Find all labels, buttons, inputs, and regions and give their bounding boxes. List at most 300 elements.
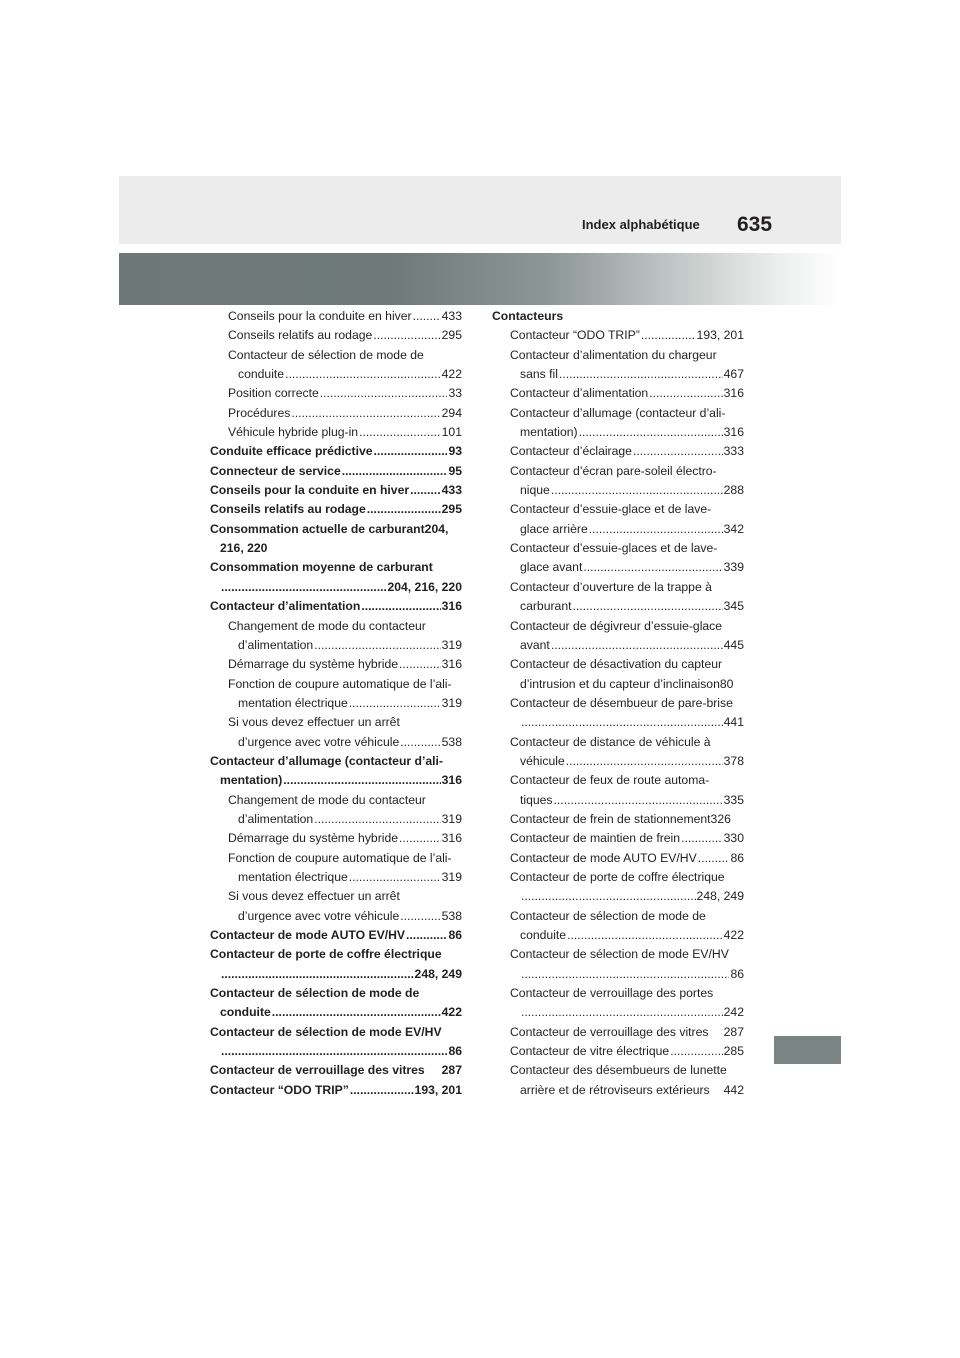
page-reference[interactable]: 287 (441, 1063, 462, 1078)
dot-leader (367, 500, 441, 519)
index-term: Contacteur de frein de stationnement326 (510, 811, 731, 826)
dot-leader (521, 1003, 723, 1022)
index-term: Contacteur d’ouverture de la trappe à (510, 579, 712, 594)
index-entry (492, 462, 744, 501)
dot-leader (399, 829, 441, 848)
page-reference[interactable]: 242 (723, 1005, 744, 1020)
index-entry (210, 462, 462, 481)
dot-leader (283, 771, 440, 790)
index-term: Contacteur de maintien de frein (510, 831, 681, 846)
page-reference[interactable]: 86 (730, 850, 744, 865)
page-reference[interactable]: 538 (441, 908, 462, 923)
page-reference[interactable]: 335 (723, 792, 744, 807)
page-reference[interactable]: 248, 249 (414, 966, 462, 981)
index-entry (492, 907, 744, 946)
index-entry (210, 713, 462, 752)
page-reference[interactable]: 445 (723, 637, 744, 652)
index-entry-continuation (492, 1003, 744, 1022)
dot-leader (350, 1081, 414, 1100)
index-entry (210, 597, 462, 616)
index-entry (210, 926, 462, 945)
index-column-right (492, 307, 744, 1100)
index-entry-line (492, 404, 744, 423)
index-term: Procédures (228, 405, 291, 420)
index-term: glace avant (520, 560, 583, 575)
index-term: Contacteur de mode AUTO EV/HV (510, 850, 697, 865)
index-entry-continuation (492, 926, 744, 945)
page-reference[interactable]: 86 (448, 928, 462, 942)
index-term: conduite (220, 1005, 271, 1020)
index-term: Contacteur de sélection de mode de (510, 908, 706, 923)
page-reference[interactable]: 287 (723, 1024, 744, 1039)
index-entry-line (210, 945, 462, 964)
index-entry-line (492, 655, 744, 674)
index-entry-continuation (210, 771, 462, 790)
index-entry (210, 849, 462, 888)
index-entry-continuation (492, 636, 744, 655)
dot-leader (410, 481, 441, 500)
index-entry-line (210, 442, 462, 461)
index-entry (210, 520, 462, 559)
index-term: Contacteur d’essuie-glaces et de lave- (510, 541, 718, 556)
page-reference[interactable]: 193, 201 (414, 1082, 462, 1097)
index-column-left (210, 307, 462, 1100)
page-reference[interactable]: 319 (441, 869, 462, 884)
page-reference[interactable]: 538 (441, 734, 462, 749)
page-reference[interactable]: 345 (723, 599, 744, 614)
index-term: Contacteur de sélection de mode de (210, 986, 420, 1001)
dot-leader (579, 423, 723, 442)
index-term: Contacteur de porte de coffre électrique (210, 947, 442, 962)
page-reference[interactable]: 330 (723, 831, 744, 846)
page-reference[interactable]: 433 (441, 483, 462, 498)
index-entry (210, 384, 462, 403)
index-entry-line (492, 462, 744, 481)
index-entry-line (492, 1042, 744, 1061)
index-entry-line (210, 617, 462, 636)
index-entry-line (492, 1023, 744, 1042)
index-entry (210, 984, 462, 1023)
index-entry-continuation (492, 965, 744, 984)
index-term: avant (520, 637, 550, 652)
index-term: sans fil (520, 367, 558, 382)
page-reference[interactable]: 422 (723, 928, 744, 942)
page-reference[interactable]: 319 (441, 811, 462, 826)
index-entry-continuation (492, 791, 744, 810)
dot-leader (285, 365, 441, 384)
page-reference[interactable]: 193, 201 (696, 328, 744, 343)
index-term: Conduite efficace prédictive (210, 444, 373, 459)
index-entry-line (492, 868, 744, 887)
index-term: Position correcte (228, 386, 319, 401)
index-entry (492, 984, 744, 1023)
index-entry-continuation (210, 636, 462, 655)
index-entry (492, 694, 744, 733)
index-entry-continuation (492, 597, 744, 616)
index-entry-line (492, 578, 744, 597)
index-entry (210, 326, 462, 345)
index-entry-continuation (492, 887, 744, 906)
dot-leader (374, 442, 448, 461)
index-entry (492, 733, 744, 772)
page-number: 635 (737, 213, 773, 236)
dot-leader (399, 655, 441, 674)
index-entry (492, 655, 744, 694)
dot-leader (342, 462, 448, 481)
index-entry (210, 752, 462, 791)
index-term: Contacteur “ODO TRIP” (210, 1082, 349, 1097)
dot-leader (349, 694, 441, 713)
index-entry (492, 617, 744, 656)
page-reference[interactable]: 339 (723, 560, 744, 575)
index-entry-line (492, 326, 744, 345)
index-entry-line (210, 984, 462, 1003)
index-entry-line (210, 675, 462, 694)
index-term: Contacteur des désembueurs de lunette (510, 1063, 727, 1078)
index-entry-line (210, 926, 462, 945)
dot-leader (373, 326, 440, 345)
index-term: Contacteur d’alimentation du chargeur (510, 347, 717, 362)
dot-leader (361, 597, 440, 616)
index-entry-continuation (210, 868, 462, 887)
index-term: carburant (520, 599, 572, 614)
index-entry-line (210, 752, 462, 771)
page-reference[interactable]: 316 (441, 773, 462, 788)
dot-leader (221, 578, 386, 597)
dot-leader (583, 558, 722, 577)
dot-leader (221, 1042, 447, 1061)
index-entry-line (210, 384, 462, 403)
index-entry (210, 791, 462, 830)
dot-leader (589, 520, 723, 539)
index-entry (492, 326, 744, 345)
dot-leader (573, 597, 723, 616)
index-term: Contacteur d’allumage (contacteur d’ali- (210, 753, 443, 768)
index-term: Contacteur de désactivation du capteur (510, 657, 723, 672)
index-term: Si vous devez effectuer un arrêt (228, 715, 400, 730)
index-entry-line (210, 1023, 462, 1042)
page-reference[interactable]: 295 (441, 328, 462, 343)
index-entry (492, 849, 744, 868)
dot-leader (649, 384, 722, 403)
dot-leader (559, 365, 723, 384)
index-entry (210, 500, 462, 519)
index-term: d’urgence avec votre véhicule (238, 734, 400, 749)
section-title: Index alphabétique (582, 217, 700, 232)
index-term: Contacteur de verrouillage des portes (510, 986, 714, 1001)
dot-leader (406, 926, 447, 945)
index-term: mentation) (220, 773, 283, 788)
index-term: Contacteur de désembueur de pare-brise (510, 695, 733, 710)
page-reference[interactable]: 316 (441, 831, 462, 846)
index-term: d’alimentation (238, 811, 314, 826)
index-term: Contacteur d’éclairage (510, 444, 632, 459)
index-entry (210, 945, 462, 984)
index-term: Contacteur de sélection de mode EV/HV (210, 1024, 442, 1039)
index-entry (210, 655, 462, 674)
page-reference[interactable]: 33 (448, 386, 462, 401)
index-entry-continuation (492, 558, 744, 577)
index-entry-line (492, 907, 744, 926)
index-entry-continuation (492, 675, 744, 694)
index-term: Fonction de coupure automatique de l’ali- (228, 676, 452, 691)
index-entry (210, 1023, 462, 1062)
index-term: Contacteur de vitre électrique (510, 1044, 670, 1059)
index-term: Contacteur “ODO TRIP” (510, 328, 640, 343)
index-entry-line (210, 713, 462, 732)
index-term: Changement de mode du contacteur (228, 618, 426, 633)
section-tab-marker (774, 1036, 841, 1064)
page-reference[interactable]: 285 (723, 1044, 744, 1059)
index-entry-line (492, 945, 744, 964)
index-entry (492, 771, 744, 810)
index-term: tiques (520, 792, 553, 807)
index-entry-line (210, 326, 462, 345)
index-entry-line (210, 307, 462, 326)
index-entry-line (492, 307, 744, 326)
index-entry (492, 810, 744, 829)
page-reference[interactable]: 316 (441, 599, 462, 614)
page-reference[interactable]: 342 (723, 521, 744, 536)
index-term: Conseils relatifs au rodage (210, 502, 366, 517)
index-entry (492, 307, 744, 326)
index-term: Connecteur de service (210, 463, 341, 478)
index-entry-line (210, 520, 462, 539)
index-term: d’urgence avec votre véhicule (238, 908, 400, 923)
index-term: glace arrière (520, 521, 588, 536)
index-term: Contacteur de porte de coffre électrique (510, 869, 725, 884)
index-entry-continuation (492, 365, 744, 384)
page-reference[interactable]: 204, 216, 220 (387, 579, 462, 594)
index-entry-continuation (210, 365, 462, 384)
index-entry (210, 675, 462, 714)
index-entry (492, 1023, 744, 1042)
index-entry (210, 558, 462, 597)
page-reference[interactable]: 316 (723, 386, 744, 401)
index-entry-line (210, 462, 462, 481)
index-entry-continuation (492, 520, 744, 539)
index-entry (492, 1061, 744, 1100)
index-term: Véhicule hybride plug-in (228, 425, 359, 440)
index-entry-line (210, 423, 462, 442)
index-entry-line (210, 887, 462, 906)
index-term: Conseils pour la conduite en hiver (210, 483, 410, 498)
index-entry-continuation (210, 1003, 462, 1022)
index-term: Conseils pour la conduite en hiver (228, 309, 412, 323)
index-entry-line (492, 984, 744, 1003)
index-term: Contacteur de sélection de mode EV/HV (510, 947, 729, 962)
page-reference[interactable]: 316 (723, 425, 744, 440)
page-reference[interactable]: 319 (441, 695, 462, 710)
page-reference[interactable]: 422 (441, 1005, 462, 1020)
page-reference[interactable]: 101 (441, 425, 462, 440)
page-reference[interactable]: 288 (723, 483, 744, 498)
index-entry (210, 481, 462, 500)
index-entry (210, 346, 462, 385)
page-reference[interactable]: 316 (441, 657, 462, 672)
index-entry (492, 500, 744, 539)
dot-leader (291, 404, 440, 423)
dot-leader (272, 1003, 441, 1022)
dot-leader (521, 887, 696, 906)
index-term: d’intrusion et du capteur d’inclinaison80 (520, 676, 734, 691)
page-reference[interactable]: 319 (441, 637, 462, 652)
dot-leader (349, 868, 441, 887)
index-entry-line (210, 655, 462, 674)
dot-leader (567, 926, 723, 945)
page-reference[interactable]: 95 (448, 463, 462, 478)
index-term: Si vous devez effectuer un arrêt (228, 889, 400, 904)
index-entry-continuation (210, 733, 462, 752)
index-term: Contacteur de verrouillage des vitres (510, 1024, 709, 1039)
index-entry-line (210, 849, 462, 868)
dot-leader (400, 733, 440, 752)
index-entry-continuation (210, 694, 462, 713)
dot-leader (314, 810, 440, 829)
index-entry-line (210, 829, 462, 848)
dot-leader (641, 326, 696, 345)
index-term: Contacteur de mode AUTO EV/HV (210, 928, 406, 942)
dot-leader (551, 481, 723, 500)
index-term: arrière et de rétroviseurs extérieurs (520, 1082, 710, 1097)
index-entry-line (492, 1061, 744, 1080)
index-term: conduite (238, 367, 285, 382)
dot-leader (633, 442, 723, 461)
index-entry (492, 384, 744, 403)
index-entry (210, 617, 462, 656)
dot-leader (521, 965, 729, 984)
index-entry-continuation (210, 810, 462, 829)
index-term: Contacteur de verrouillage des vitres (210, 1063, 425, 1078)
dot-leader (359, 423, 441, 442)
index-entry-line (210, 558, 462, 577)
index-entry-continuation (210, 1042, 462, 1061)
index-entry-line (210, 1081, 462, 1100)
index-entry-line (492, 442, 744, 461)
dot-leader (670, 1042, 722, 1061)
index-term: nique (520, 483, 550, 498)
index-entry (210, 1061, 462, 1080)
index-entry (492, 578, 744, 617)
dot-leader (400, 907, 440, 926)
index-term: Démarrage du système hybride (228, 657, 399, 672)
index-entry-line (210, 481, 462, 500)
index-entry-line (210, 404, 462, 423)
index-entry-continuation (492, 481, 744, 500)
index-term: Contacteur d’alimentation (210, 599, 361, 614)
index-entry (492, 1042, 744, 1061)
page-reference[interactable]: 378 (723, 753, 744, 768)
index-entry-line (492, 694, 744, 713)
index-entry-line (492, 810, 744, 829)
index-term: mentation) (520, 425, 578, 440)
index-entry-line (492, 849, 744, 868)
index-entry-continuation (492, 752, 744, 771)
index-entry (210, 829, 462, 848)
index-term: Contacteur d’écran pare-soleil électro- (510, 463, 717, 478)
index-entry-line (210, 791, 462, 810)
dot-leader (221, 965, 414, 984)
dot-leader (320, 384, 448, 403)
dot-leader (554, 791, 723, 810)
index-term: Consommation moyenne de carburant (210, 560, 433, 575)
page-reference[interactable]: 333 (723, 444, 744, 459)
index-entry-line (492, 500, 744, 519)
index-term: d’alimentation (238, 637, 314, 652)
index-entry-continuation (210, 965, 462, 984)
decorative-gradient-bar (119, 253, 841, 305)
dot-leader (698, 849, 730, 868)
index-term: Contacteur d’allumage (contacteur d’ali- (510, 405, 726, 420)
index-entry-line (210, 500, 462, 519)
index-term: mentation électrique (238, 695, 348, 710)
index-entry (492, 442, 744, 461)
page-reference[interactable]: 86 (730, 966, 744, 981)
index-entry-line (492, 346, 744, 365)
index-term: Contacteur de feux de route automa- (510, 773, 710, 788)
index-entry-continuation (492, 1081, 744, 1100)
index-term: Contacteur de sélection de mode de (228, 347, 424, 362)
page-reference[interactable]: 441 (723, 715, 744, 730)
page-reference[interactable]: 248, 249 (696, 889, 744, 904)
page-reference[interactable]: 86 (448, 1044, 462, 1059)
index-entry-line (492, 384, 744, 403)
index-entry (210, 404, 462, 423)
index-term: Contacteur d’alimentation (510, 386, 649, 401)
index-entry-line (492, 829, 744, 848)
page-reference[interactable]: 467 (723, 367, 744, 382)
index-entry (492, 539, 744, 578)
index-entry-line (210, 597, 462, 616)
index-term: véhicule (520, 753, 565, 768)
index-term: Contacteurs (492, 309, 564, 323)
index-term: Consommation actuelle de carburant204, (210, 521, 449, 536)
index-entry-continuation (492, 713, 744, 732)
index-entry (210, 307, 462, 326)
index-entry (492, 868, 744, 907)
page-reference[interactable]: 295 (441, 502, 462, 517)
page-reference[interactable]: 433 (441, 309, 462, 323)
dot-leader (566, 752, 723, 771)
header-band (119, 176, 841, 244)
dot-leader (551, 636, 723, 655)
index-entry (492, 945, 744, 984)
index-entry (210, 442, 462, 461)
index-entry-continuation (210, 539, 462, 558)
index-entry-line (210, 346, 462, 365)
index-entry (210, 423, 462, 442)
index-entry (492, 829, 744, 848)
index-term: Contacteur de distance de véhicule à (510, 734, 711, 749)
page-reference[interactable]: 294 (441, 405, 462, 420)
index-entry-continuation (210, 578, 462, 597)
page-reference[interactable]: 442 (723, 1082, 744, 1097)
index-term: Contacteur d’essuie-glace et de lave- (510, 502, 712, 517)
index-entry-line (210, 1061, 462, 1080)
dot-leader (413, 307, 441, 326)
dot-leader (681, 829, 723, 848)
index-entry-line (492, 539, 744, 558)
index-term: mentation électrique (238, 869, 348, 884)
page-reference[interactable]: 93 (448, 444, 462, 459)
index-entry (492, 404, 744, 443)
index-entry (210, 1081, 462, 1100)
index-entry (210, 887, 462, 926)
index-entry-continuation (210, 907, 462, 926)
index-entry (492, 346, 744, 385)
index-term: Démarrage du système hybride (228, 831, 399, 846)
page-reference[interactable]: 422 (441, 367, 462, 382)
